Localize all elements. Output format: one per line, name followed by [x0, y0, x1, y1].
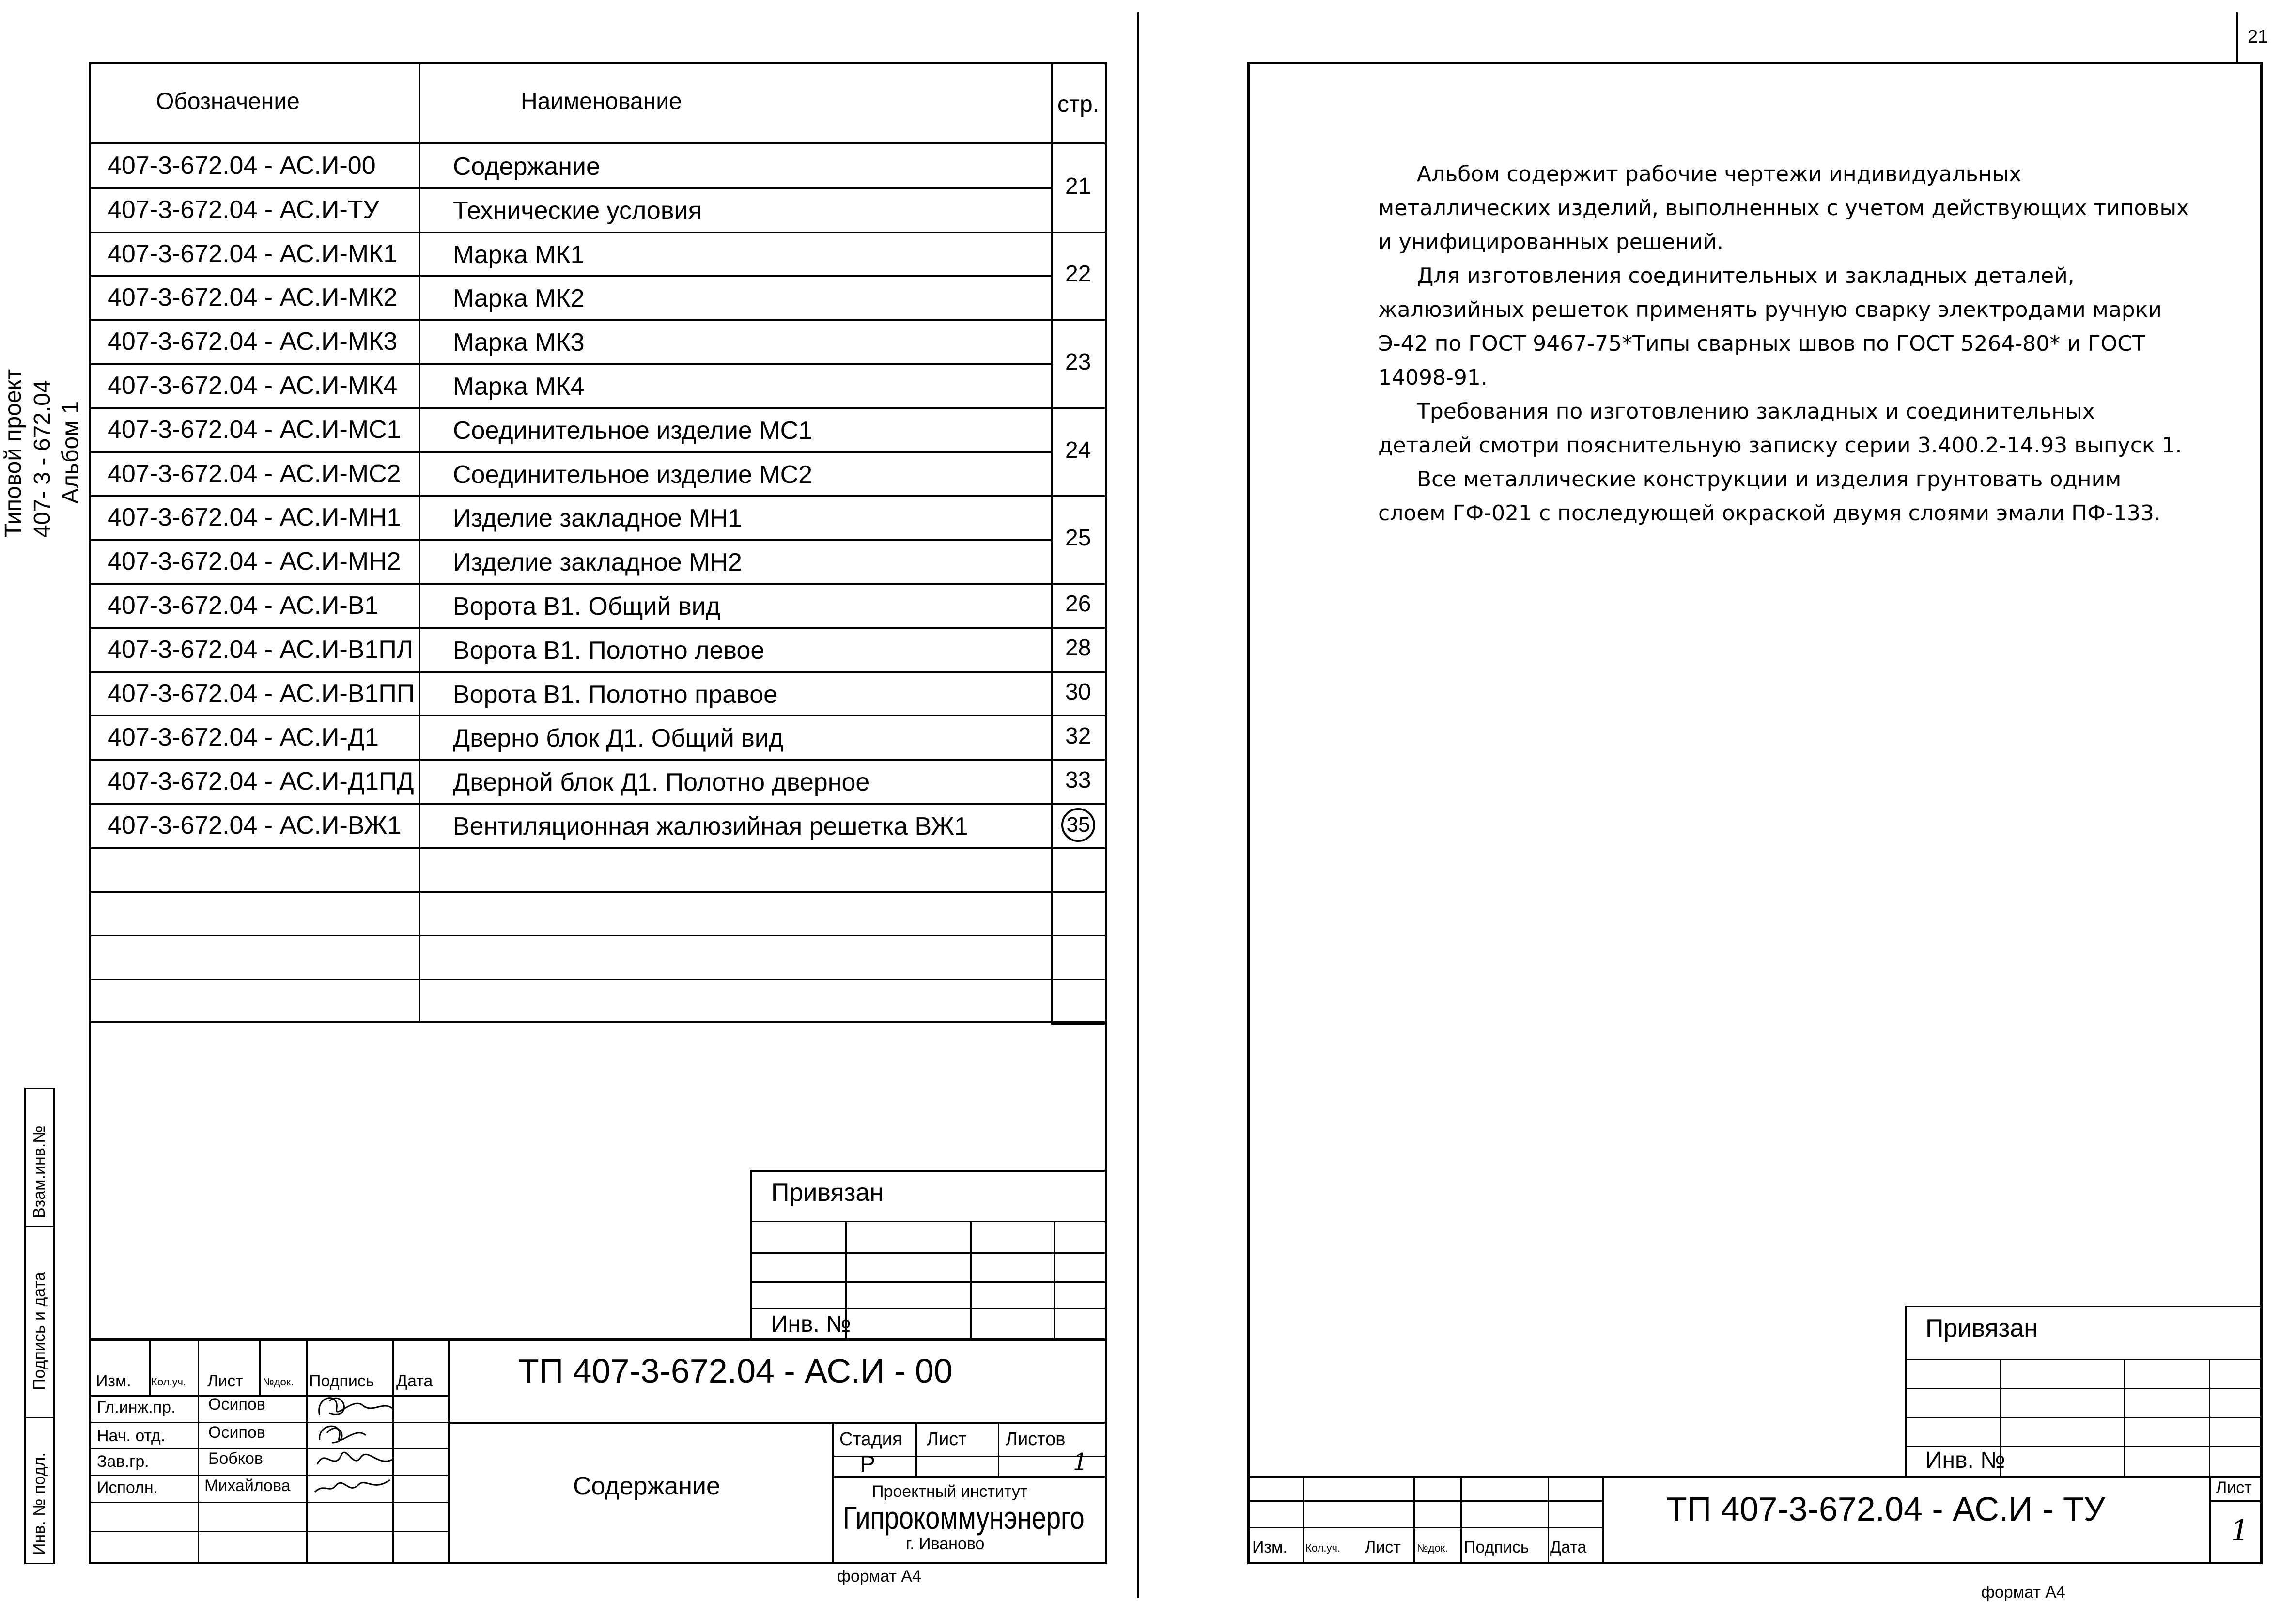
tb-header-doc-no: №док. — [263, 1376, 294, 1388]
tb-name-dept-head: Осипов — [208, 1423, 265, 1442]
row-designation: 407-3-672.04 - АС.И-ТУ — [108, 196, 379, 224]
row-designation: 407-3-672.04 - АС.И-В1ПЛ — [108, 636, 413, 664]
rtb-header-date: Дата — [1550, 1538, 1587, 1556]
col-header-page: стр. — [1057, 92, 1100, 117]
row-page-number: 33 — [1065, 767, 1091, 793]
tb-header-signature: Подпись — [309, 1372, 374, 1390]
row-page-number: 32 — [1065, 723, 1091, 749]
doc-title: Содержание — [573, 1472, 720, 1500]
tb-header-izm: Изм. — [96, 1372, 131, 1390]
row-designation: 407-3-672.04 - АС.И-Д1 — [108, 723, 379, 751]
tb-role-chief-engineer: Гл.инж.пр. — [97, 1398, 176, 1416]
rtb-header-signature: Подпись — [1464, 1538, 1529, 1556]
row-name: Соединительное изделие МС1 — [453, 417, 813, 445]
right-sheet-value: 1 — [2231, 1514, 2249, 1548]
note-2-line-1: Для изготовления соединительных и закладных деталей, — [1417, 264, 2075, 288]
tb-role-group-head: Зав.гр. — [97, 1452, 149, 1471]
tb-header-list: Лист — [207, 1372, 243, 1390]
note-2-line-3: Э-42 по ГОСТ 9467-75*Типы сварных швов по ГОСТ 5264-80* и ГОСТ — [1378, 331, 2145, 356]
row-name: Соединительное изделие МС2 — [453, 461, 813, 489]
note-3-line-1: Требования по изготовлению закладных и соединительных — [1417, 399, 2095, 424]
note-4-line-2: слоем ГФ-021 с последующей окраской двумя слоями эмали ПФ-133. — [1378, 501, 2161, 526]
margin-label-line-2: 407- 3 - 672.04 — [30, 380, 55, 538]
rtb-header-kol-uch: Кол.уч. — [1305, 1542, 1341, 1554]
row-designation: 407-3-672.04 - АС.И-ВЖ1 — [108, 811, 402, 840]
left-format-label: формат А4 — [837, 1567, 921, 1586]
row-name: Содержание — [453, 153, 600, 181]
binding-label: Привязан — [771, 1179, 884, 1207]
institute-label: Проектный институт — [872, 1482, 1028, 1501]
rtb-header-doc-no: №док. — [1417, 1542, 1448, 1554]
side-stamp-original-inv: Инв. № подл. — [30, 1452, 48, 1555]
row-page-number: 21 — [1065, 173, 1091, 199]
note-2-line-4: 14098-91. — [1378, 365, 1488, 390]
row-name: Технические условия — [453, 197, 702, 225]
tb-header-date: Дата — [396, 1372, 433, 1390]
row-designation: 407-3-672.04 - АС.И-МН1 — [108, 503, 401, 531]
col-header-name: Наименование — [521, 89, 682, 114]
row-designation: 407-3-672.04 - АС.И-МК3 — [108, 327, 398, 356]
right-title-block-code: ТП 407-3-672.04 - АС.И - ТУ — [1666, 1490, 2106, 1528]
row-page-number: 30 — [1065, 679, 1091, 705]
sheets-header: Листов — [1006, 1429, 1066, 1449]
row-page-number: 28 — [1065, 635, 1091, 661]
right-frame-left — [1247, 62, 1250, 1564]
right-frame-top — [1247, 62, 2263, 64]
row-designation: 407-3-672.04 - АС.И-МК4 — [108, 372, 398, 400]
tb-header-kol-uch: Кол.уч. — [151, 1376, 186, 1388]
technical-notes — [1378, 157, 2189, 530]
institute-name: Гипрокоммунэнерго — [843, 1500, 1085, 1536]
row-designation: 407-3-672.04 - АС.И-00 — [108, 152, 376, 180]
side-stamp-signature-date: Подпись и дата — [30, 1272, 48, 1390]
sheets-value: 1 — [1073, 1448, 1088, 1476]
row-designation: 407-3-672.04 - АС.И-МК1 — [108, 240, 398, 268]
right-binding-label: Привязан — [1925, 1314, 2038, 1342]
col-header-designation: Обозначение — [156, 89, 300, 114]
row-page-number: 35 — [1061, 808, 1095, 842]
margin-label-line-1: Типовой проект — [0, 369, 26, 538]
row-name: Изделие закладное МН1 — [453, 504, 742, 532]
row-designation: 407-3-672.04 - АС.И-МС1 — [108, 416, 401, 444]
row-designation: 407-3-672.04 - АС.И-МС2 — [108, 460, 401, 488]
row-name: Вентиляционная жалюзийная решетка ВЖ1 — [453, 812, 968, 840]
row-designation: 407-3-672.04 - АС.И-МН2 — [108, 547, 401, 575]
row-name: Марка МК3 — [453, 328, 585, 357]
row-designation: 407-3-672.04 - АС.И-В1 — [108, 591, 379, 620]
row-name: Марка МК1 — [453, 241, 585, 269]
tb-name-executor: Михайлова — [204, 1477, 291, 1495]
tb-role-dept-head: Нач. отд. — [97, 1427, 166, 1445]
stage-header: Стадия — [839, 1429, 902, 1449]
row-name: Марка МК2 — [453, 284, 585, 312]
note-1-line-2: металлических изделий, выполненных с учетом действующих типовых — [1378, 196, 2189, 220]
row-designation: 407-3-672.04 - АС.И-МК2 — [108, 283, 398, 311]
row-name: Марка МК4 — [453, 373, 585, 401]
note-2-line-2: жалюзийных решеток применять ручную сварку электродами марки — [1378, 297, 2162, 322]
tb-name-group-head: Бобков — [208, 1449, 263, 1468]
margin-label-line-3: Альбом 1 — [58, 401, 83, 504]
row-name: Дверной блок Д1. Полотно дверное — [453, 768, 870, 796]
note-1-line-3: и унифицированных решений. — [1378, 230, 1724, 254]
signature-4 — [310, 1468, 397, 1502]
row-name: Ворота В1. Полотно правое — [453, 681, 778, 709]
right-format-label: формат А4 — [1981, 1583, 2065, 1602]
right-frame-right — [2260, 62, 2263, 1564]
left-frame-bottom — [89, 1562, 1107, 1564]
row-page-number: 25 — [1065, 525, 1091, 551]
row-name: Ворота В1. Полотно левое — [453, 637, 765, 665]
left-frame-top — [89, 62, 1107, 64]
right-frame-bottom — [1247, 1562, 2263, 1564]
row-designation: 407-3-672.04 - АС.И-Д1ПД — [108, 767, 414, 795]
row-page-number: 26 — [1065, 591, 1091, 617]
sheet-header: Лист — [927, 1429, 967, 1449]
row-page-number: 24 — [1065, 437, 1091, 463]
row-name: Изделие закладное МН2 — [453, 548, 742, 576]
side-stamp-replaced-inv: Взам.инв.№ — [30, 1125, 48, 1218]
title-block-code: ТП 407-3-672.04 - АС.И - 00 — [518, 1352, 953, 1390]
right-inv-no-label: Инв. № — [1925, 1447, 2005, 1473]
row-name: Дверно блок Д1. Общий вид — [453, 724, 784, 752]
row-page-number: 22 — [1065, 261, 1091, 287]
inv-no-label: Инв. № — [771, 1311, 851, 1337]
tb-role-executor: Исполн. — [97, 1478, 158, 1497]
right-sheet-label: Лист — [2216, 1478, 2252, 1497]
rtb-header-izm: Изм. — [1252, 1538, 1288, 1556]
stage-value: Р — [860, 1451, 876, 1477]
page-divider — [1137, 12, 1139, 1598]
page-number: 21 — [2248, 27, 2268, 47]
row-designation: 407-3-672.04 - АС.И-В1ПП — [108, 680, 415, 708]
rtb-header-list: Лист — [1365, 1538, 1401, 1556]
note-3-line-2: деталей смотри пояснительную записку серии 3.400.2-14.93 выпуск 1. — [1378, 433, 2182, 458]
note-4-line-1: Все металлические конструкции и изделия грунтовать одним — [1417, 467, 2122, 492]
row-name: Ворота В1. Общий вид — [453, 592, 720, 621]
institute-city: г. Иваново — [906, 1535, 985, 1553]
row-page-number: 23 — [1065, 349, 1091, 375]
tb-name-chief-engineer: Осипов — [208, 1395, 265, 1414]
note-1-line-1: Альбом содержит рабочие чертежи индивидуальных — [1417, 162, 2022, 187]
